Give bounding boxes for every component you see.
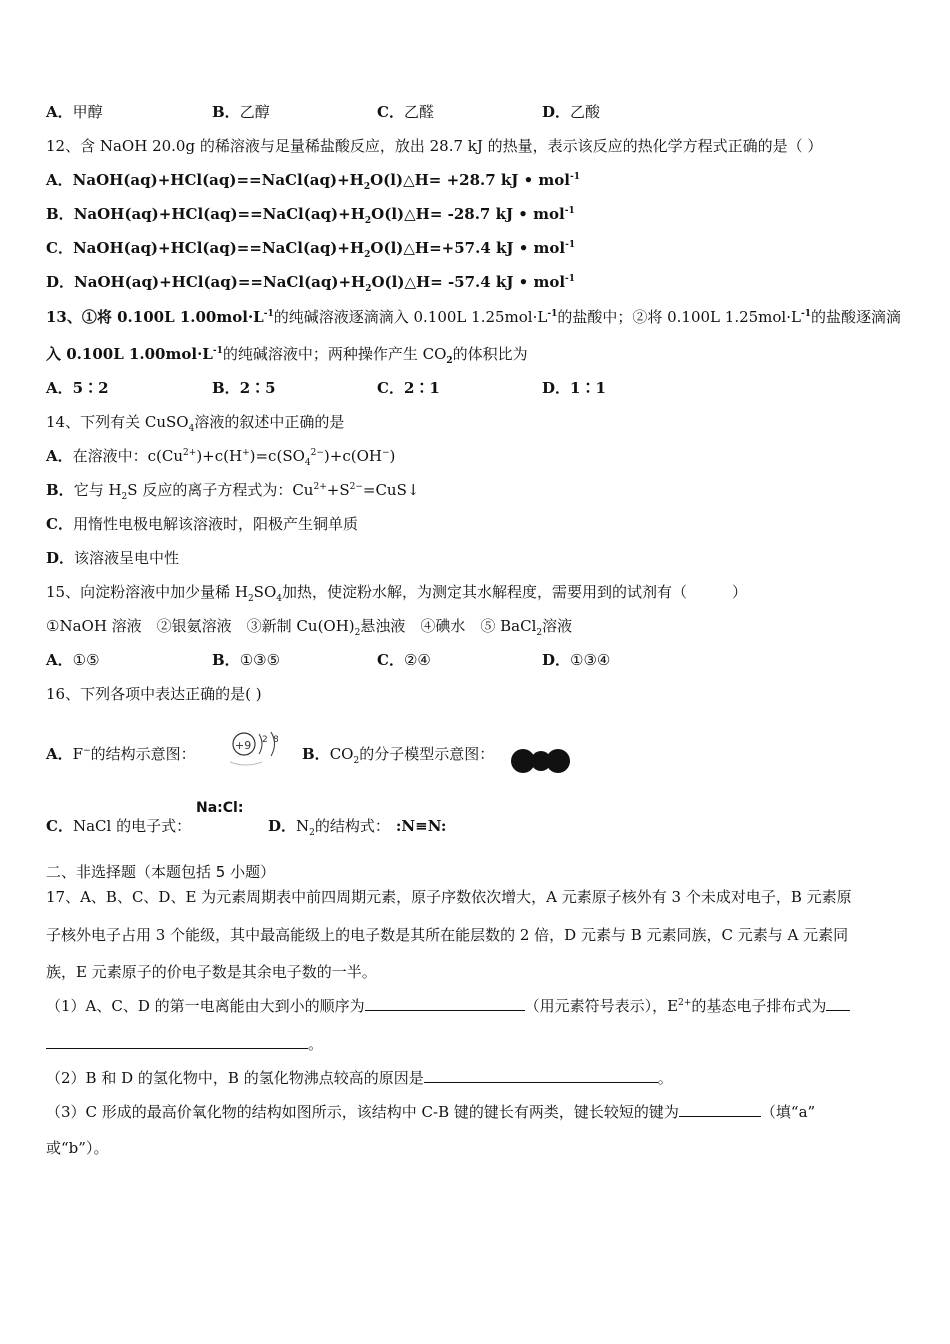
fig-f-shell-2: 8	[273, 735, 279, 745]
q11-option-b: B．乙醇	[212, 103, 270, 121]
q17-stem-line2: 子核外电子占用 3 个能级，其中最高能级上的电子数是其所在能层数的 2 倍，D 元素与 B 元素同族，C 元素与 A 元素同	[46, 926, 849, 944]
q12-option-a: A．$NaOH(aq)+HCl(aq)==NaCl(aq)+H_2O(l)\triangle H= +28.7$ kJ • mol$^{-1}$	[46, 171, 580, 192]
q14-option-a: A．在溶液中：$c(Cu^{2+})+c(H^+)=c(SO_4^{2-})+c(OH^-)$	[46, 447, 396, 468]
q13-option-a: A．5∶2	[46, 379, 109, 397]
co2-oxygen-atom-right	[546, 749, 570, 773]
q11-option-c: C．乙醛	[377, 103, 434, 121]
fig-f-nucleus: +9	[235, 739, 252, 752]
q13-stem-line1: 13、①将 0.100L $1.00mol\cdot L^{-1}$的纯碱溶液逐滴滴入 0.100L $1.25mol\cdot L^{-1}$的盐酸中；②将 0.100L $1.25mol\cdot L^{-1}$的盐酸逐滴滴	[46, 308, 901, 326]
q17-answer-blank-1[interactable]	[365, 996, 525, 1011]
q15-reagents: ①NaOH 溶液 ②银氨溶液 ③新制 $Cu(OH)_2$悬浊液 ④碘水 ⑤ BaCl$_2$溶液	[46, 617, 573, 638]
q14-option-c: C．用惰性电极电解该溶液时，阳极产生铜单质	[46, 515, 358, 533]
q17-subq2: （2）B 和 D 的氢化物中，B 的氢化物沸点较高的原因是 。	[46, 1069, 673, 1087]
q15-option-b: B．①③⑤	[212, 651, 281, 669]
q12-stem: 12、含 NaOH 20.0g 的稀溶液与足量稀盐酸反应，放出 28.7 kJ 的热量，表示该反应的热化学方程式正确的是（ ）	[46, 137, 823, 155]
q13-option-d: D．1∶1	[542, 379, 606, 397]
q17-answer-blank-4[interactable]	[679, 1102, 761, 1117]
q13-stem-line2: 入 0.100L $1.00mol\cdot L^{-1}$的纯碱溶液中；两种操作产生 $CO_2$的体积比为	[46, 345, 528, 366]
co2-molecule-model	[508, 744, 574, 778]
q12-option-c: C．$NaOH(aq)+HCl(aq)==NaCl(aq)+H_2O(l)\triangle H=+57.4$ kJ • mol$^{-1}$	[46, 239, 576, 260]
q16-option-b: B．$CO_2$的分子模型示意图：	[302, 745, 495, 766]
q16-option-a: A．F−的结构示意图：	[46, 745, 196, 763]
q16-option-c: C．NaCl 的电子式：	[46, 817, 192, 835]
q17-stem-line1: 17、A、B、C、D、E 为元素周期表中前四周期元素，原子序数依次增大，A 元素原子核外有 3 个未成对电子，B 元素原	[46, 888, 852, 906]
q11-option-a: A．甲醇	[46, 103, 103, 121]
q17-answer-blank-3[interactable]	[424, 1068, 658, 1083]
q15-option-c: C．②④	[377, 651, 431, 669]
q11-option-d: D．乙酸	[542, 103, 601, 121]
section2-heading: 二、非选择题（本题包括 5 小题）	[46, 863, 276, 881]
q16-stem: 16、下列各项中表达正确的是( )	[46, 685, 262, 703]
q15-option-d: D．①③④	[542, 651, 611, 669]
q17-stem-line3: 族，E 元素原子的价电子数是其余电子数的一半。	[46, 963, 377, 981]
fig-f-shell-1: 2	[262, 735, 268, 745]
q14-option-d: D．该溶液呈电中性	[46, 549, 180, 567]
q17-answer-blank-2[interactable]	[826, 996, 850, 1011]
q12-option-d: D．$NaOH(aq)+HCl(aq)==NaCl(aq)+H_2O(l)\triangle H= -57.4$ kJ • mol$^{-1}$	[46, 273, 576, 294]
q13-option-c: C．2∶1	[377, 379, 440, 397]
q17-subq3: （3）C 形成的最高价氧化物的结构如图所示，该结构中 C-B 键的键长有两类，键长较短的键为 （填“a”	[46, 1103, 816, 1121]
fluoride-ion-structure-diagram	[226, 728, 290, 768]
q16-option-d: D．$N_2$的结构式： :N≡N:	[268, 817, 447, 838]
q17-subq1-cont: 。	[46, 1034, 323, 1054]
nacl-electron-formula: Na:Cl:	[196, 800, 244, 816]
q13-option-b: B．2∶5	[212, 379, 276, 397]
q15-option-a: A．①⑤	[46, 651, 100, 669]
q17-answer-blank-2-cont[interactable]	[46, 1034, 308, 1049]
q14-stem: 14、下列有关 CuSO$_4$溶液的叙述中正确的是	[46, 413, 345, 434]
q12-option-b: B．$NaOH(aq)+HCl(aq)==NaCl(aq)+H_2O(l)\triangle H= -28.7$ kJ • mol$^{-1}$	[46, 205, 575, 226]
q17-subq3-cont: 或“b”）。	[46, 1139, 109, 1157]
q14-option-b: B．它与 $H_2S$ 反应的离子方程式为：$Cu^{2+}+S^{2-}=CuS↓$	[46, 481, 420, 502]
q15-stem: 15、向淀粉溶液中加少量稀 $H_2SO_4$加热，使淀粉水解，为测定其水解程度，需要用到的试剂有（ ）	[46, 583, 747, 604]
q17-subq1: （1）A、C、D 的第一电离能由大到小的顺序为 （用元素符号表示），$E^{2+}$的基态电子排布式为	[46, 996, 850, 1016]
